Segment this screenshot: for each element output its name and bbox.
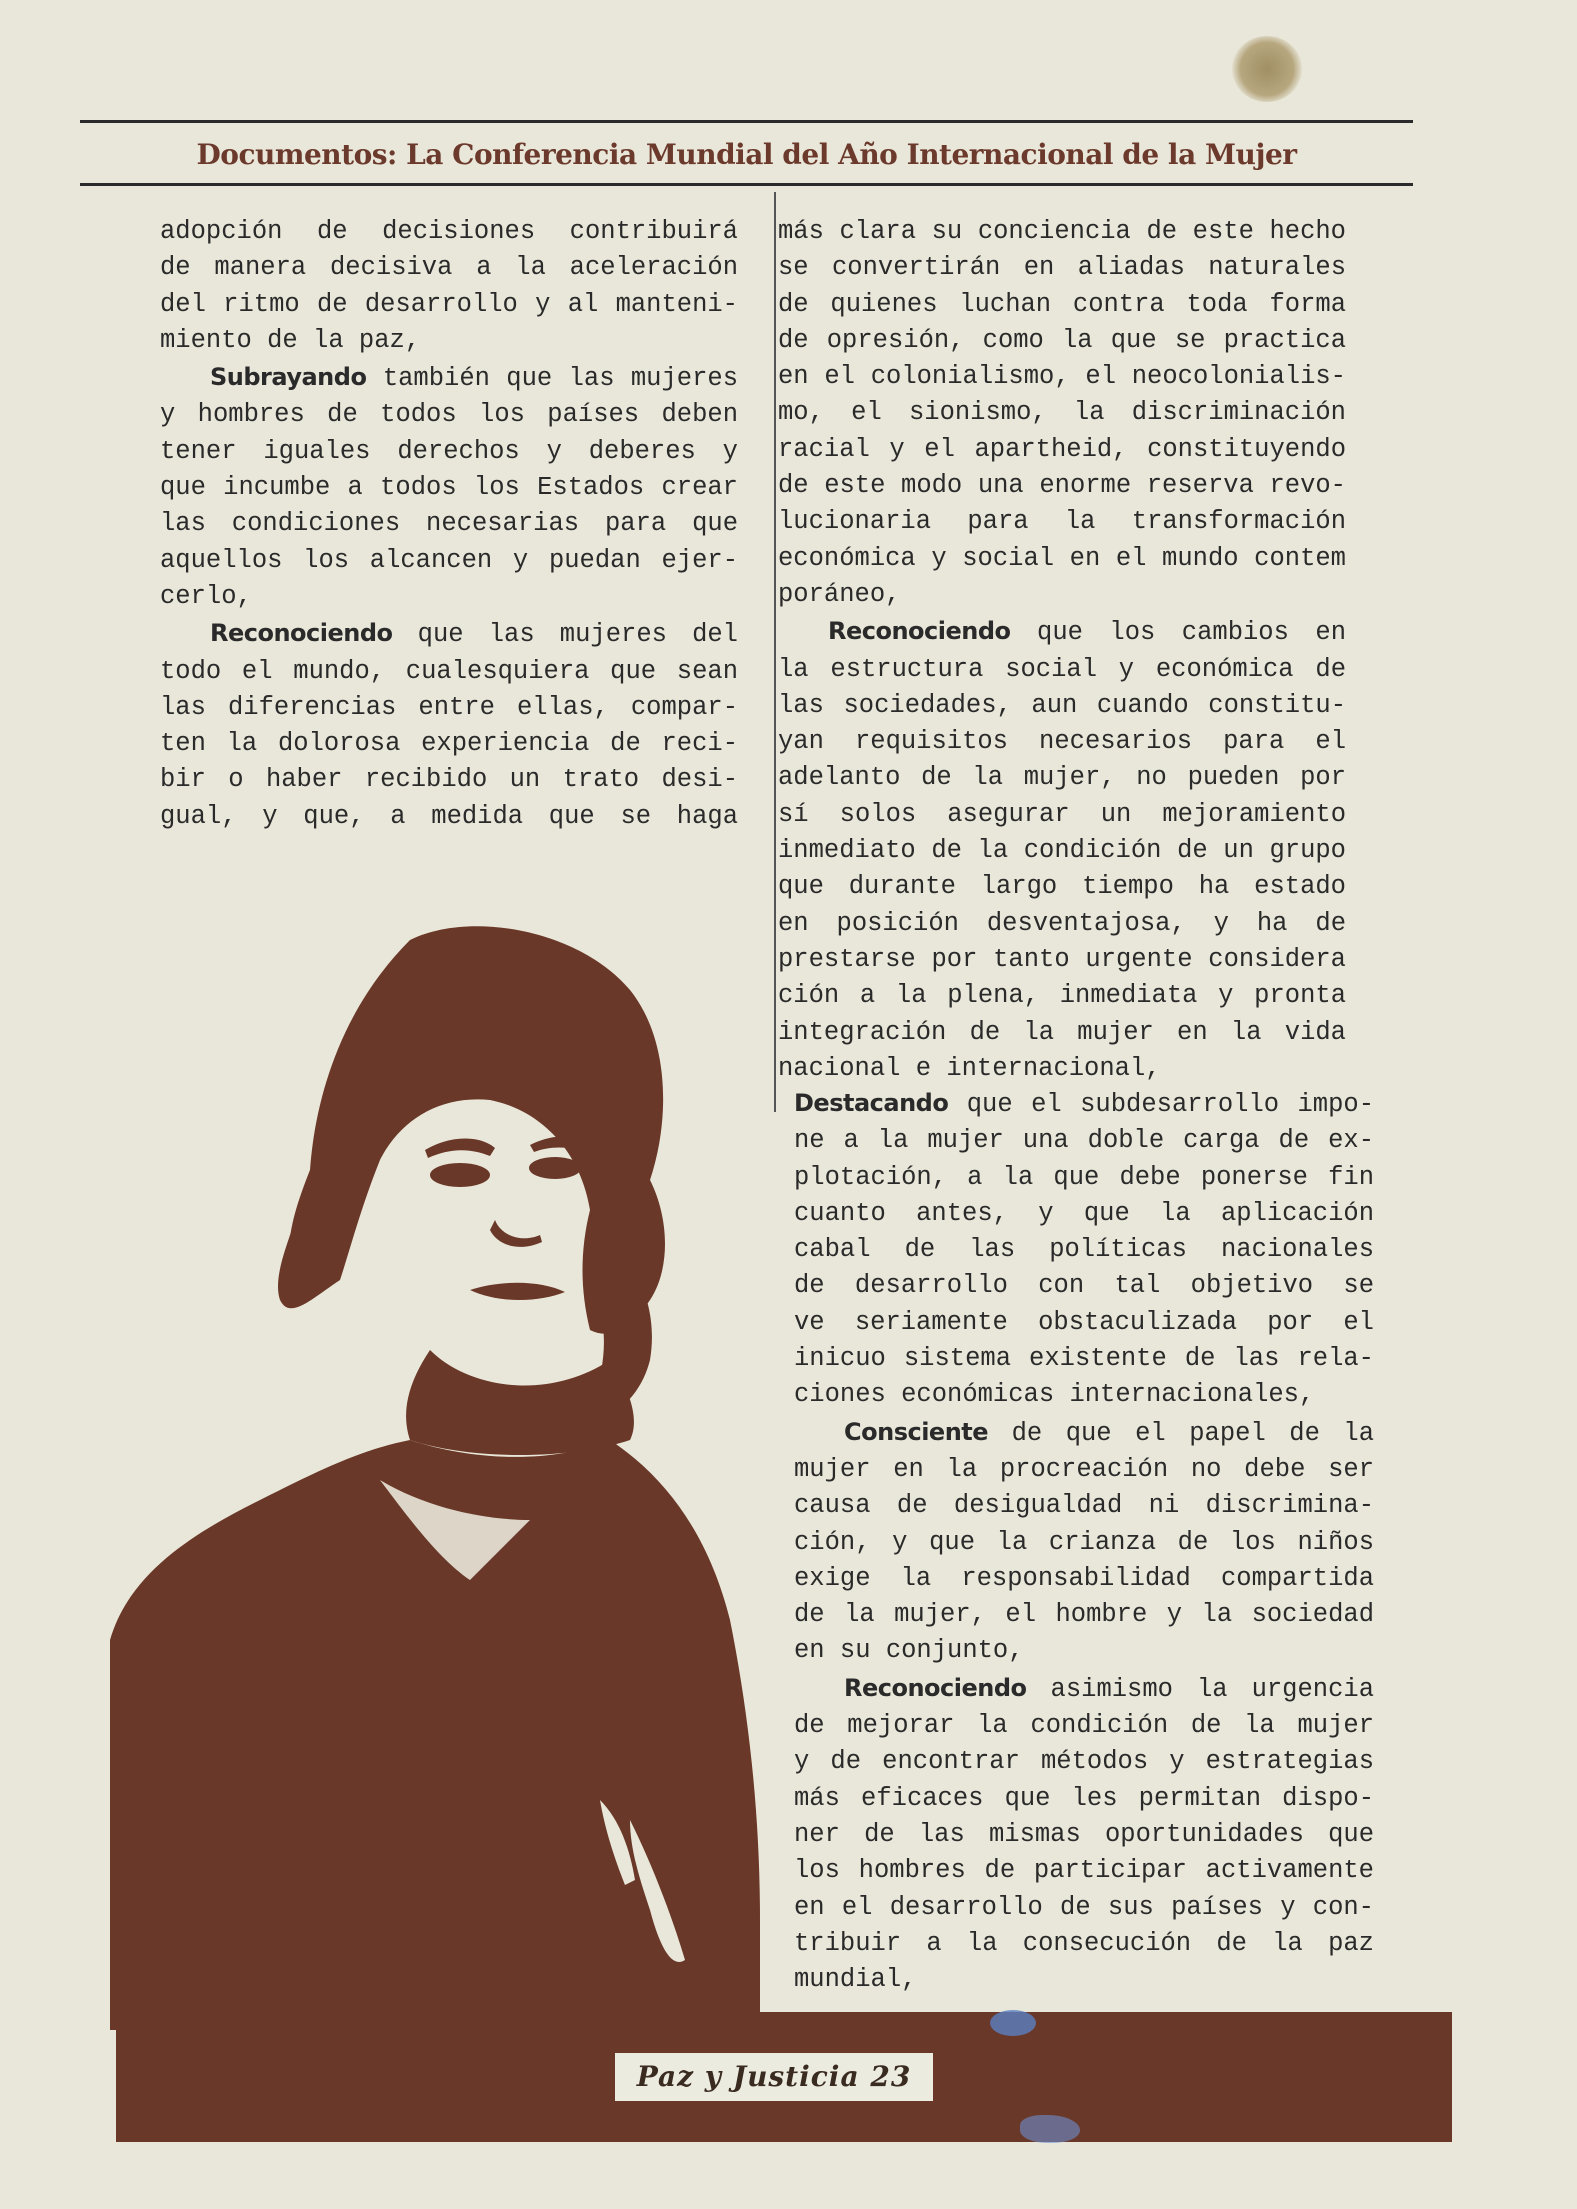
line-text: exige la responsabilidad compartida — [794, 1563, 1374, 1593]
bold-keyword: Subrayando — [210, 363, 367, 392]
line-text: de que el papel de la — [988, 1418, 1374, 1448]
line-text: adopción de decisiones contribuirá — [160, 217, 738, 246]
text-line — [794, 1926, 1374, 1962]
bold-keyword: Reconociendo — [828, 617, 1011, 646]
line-text: en posición desventajosa, y ha de — [778, 908, 1346, 938]
text-line — [778, 250, 1346, 286]
text-line — [778, 577, 1346, 613]
text-line — [778, 942, 1346, 978]
line-text: que las mujeres del — [392, 620, 738, 650]
text-line — [794, 1853, 1374, 1889]
line-text: plotación, a la que debe ponerse fin — [794, 1162, 1374, 1192]
text-line — [160, 579, 738, 615]
line-text: adelanto de la mujer, no pueden por — [778, 763, 1346, 793]
text-line — [778, 688, 1346, 724]
line-text: de quienes luchan contra toda forma — [778, 289, 1346, 319]
line-text: ción, y que la crianza de los niños — [794, 1527, 1374, 1557]
text-line — [160, 287, 738, 323]
text-line — [778, 833, 1346, 869]
text-line — [794, 1597, 1374, 1633]
line-text: las condiciones necesarias para que — [160, 509, 738, 539]
line-text: gual, y que, a medida que se haga — [160, 801, 738, 831]
text-line — [778, 541, 1346, 577]
line-text: la estructura social y económica de — [778, 654, 1346, 684]
line-text: más clara su conciencia de este hecho — [778, 217, 1346, 246]
line-text: mujer en la procreación no debe ser — [794, 1454, 1374, 1484]
text-line — [778, 1015, 1346, 1051]
text-line — [160, 654, 738, 690]
line-text: económica y social en el mundo contem — [778, 543, 1346, 573]
text-line — [160, 323, 738, 359]
text-line — [778, 869, 1346, 905]
line-text: ción a la plena, inmediata y pronta — [778, 981, 1346, 1011]
line-text: que durante largo tiempo ha estado — [778, 872, 1346, 902]
line-text: en el colonialismo, el neocolonialis- — [778, 362, 1346, 392]
text-line — [160, 615, 738, 653]
line-text: tener iguales derechos y deberes y — [160, 436, 738, 466]
text-line — [794, 1488, 1374, 1524]
line-text: se convertirán en aliadas naturales — [778, 253, 1346, 283]
ink-blot — [990, 2010, 1036, 2036]
line-text: de mejorar la condición de la mujer — [794, 1711, 1374, 1741]
line-text: inicuo sistema existente de las rela- — [794, 1344, 1374, 1374]
line-text: asimismo la urgencia — [1026, 1674, 1374, 1704]
text-line — [778, 906, 1346, 942]
line-text: que los cambios en — [1010, 618, 1346, 648]
text-line — [794, 1452, 1374, 1488]
ink-smudge — [1020, 2115, 1080, 2143]
text-line — [778, 724, 1346, 760]
coffee-stain — [1232, 36, 1302, 102]
text-line — [794, 1123, 1374, 1159]
bold-keyword: Destacando — [794, 1089, 949, 1117]
line-text: prestarse por tanto urgente considera — [778, 944, 1346, 974]
line-text: cabal de las políticas nacionales — [794, 1235, 1374, 1265]
text-line — [160, 434, 738, 470]
line-text: del ritmo de desarrollo y al manteni- — [160, 289, 738, 319]
bold-keyword: Reconociendo — [844, 1673, 1027, 1702]
bold-keyword: Reconociendo — [210, 619, 393, 648]
line-text: las diferencias entre ellas, compar- — [160, 692, 738, 722]
line-text: todo el mundo, cualesquiera que sean — [160, 656, 738, 686]
left-text-column — [160, 214, 738, 835]
text-line — [794, 1414, 1374, 1452]
line-text: nacional e internacional, — [778, 1053, 1161, 1083]
line-text: sí solos asegurar un mejoramiento — [778, 799, 1346, 829]
header-bottom-rule — [80, 183, 1413, 186]
text-line — [794, 1525, 1374, 1561]
line-text: mundial, — [794, 1965, 917, 1995]
text-line — [778, 760, 1346, 796]
line-text: las sociedades, aun cuando constitu- — [778, 690, 1346, 720]
text-line — [778, 468, 1346, 504]
text-line — [794, 1781, 1374, 1817]
text-line — [160, 397, 738, 433]
text-line — [794, 1817, 1374, 1853]
text-line — [794, 1744, 1374, 1780]
line-text: en el desarrollo de sus países y con- — [794, 1892, 1374, 1922]
line-text: de opresión, como la que se practica — [778, 325, 1346, 355]
text-line — [778, 323, 1346, 359]
line-text: que incumbe a todos los Estados crear — [160, 473, 738, 503]
line-text: y de encontrar métodos y estrategias — [794, 1747, 1374, 1777]
text-line — [160, 250, 738, 286]
text-line — [778, 504, 1346, 540]
line-text: ten la dolorosa experiencia de reci- — [160, 729, 738, 759]
line-text: inmediato de la condición de un grupo — [778, 836, 1346, 866]
text-line — [160, 762, 738, 798]
text-line — [794, 1561, 1374, 1597]
line-text: aquellos los alcancen y puedan ejer- — [160, 545, 738, 575]
text-line — [794, 1890, 1374, 1926]
text-line — [794, 1196, 1374, 1232]
line-text: lucionaria para la transformación — [778, 507, 1346, 537]
line-text: de este modo una enorme reserva revo- — [778, 471, 1346, 501]
text-line — [778, 652, 1346, 688]
header-top-rule — [80, 120, 1413, 123]
text-line — [794, 1633, 1374, 1669]
right-text-column — [778, 214, 1346, 1087]
text-line — [794, 1268, 1374, 1304]
text-line — [794, 1962, 1374, 1998]
text-line — [794, 1341, 1374, 1377]
text-line — [160, 359, 738, 397]
line-text: integración de la mujer en la vida — [778, 1017, 1346, 1047]
line-text: los hombres de participar activamente — [794, 1856, 1374, 1886]
text-line — [778, 214, 1346, 250]
text-line — [778, 432, 1346, 468]
text-line — [794, 1377, 1374, 1413]
woman-portrait-image — [110, 920, 810, 2030]
line-text: tribuir a la consecución de la paz — [794, 1928, 1374, 1958]
text-line — [160, 690, 738, 726]
text-line — [160, 726, 738, 762]
text-line — [778, 395, 1346, 431]
line-text: miento de la paz, — [160, 325, 421, 355]
line-text: y hombres de todos los países deben — [160, 400, 738, 430]
line-text: cuanto antes, y que la aplicación — [794, 1198, 1374, 1228]
line-text: cerlo, — [160, 581, 252, 611]
text-line — [160, 799, 738, 835]
line-text: de la mujer, el hombre y la sociedad — [794, 1600, 1374, 1630]
text-line — [160, 214, 738, 250]
right-text-column-lower — [794, 1085, 1374, 1998]
line-text: de manera decisiva a la aceleración — [160, 253, 738, 283]
text-line — [794, 1670, 1374, 1708]
line-text: ne a la mujer una doble carga de ex- — [794, 1126, 1374, 1156]
text-line — [160, 470, 738, 506]
line-text: también que las mujeres — [366, 364, 738, 394]
bold-keyword: Consciente — [844, 1417, 989, 1446]
line-text: bir o haber recibido un trato desi- — [160, 765, 738, 795]
text-line — [778, 359, 1346, 395]
footer-page-label: Paz y Justicia 23 — [615, 2053, 933, 2101]
text-line — [794, 1160, 1374, 1196]
line-text: en su conjunto, — [794, 1636, 1024, 1666]
line-text: poráneo, — [778, 579, 901, 609]
text-line — [160, 506, 738, 542]
text-line — [778, 978, 1346, 1014]
text-line — [778, 287, 1346, 323]
line-text: ciones económicas internacionales, — [794, 1380, 1315, 1410]
line-text: ner de las mismas oportunidades que — [794, 1819, 1374, 1849]
text-line — [160, 543, 738, 579]
line-text: racial y el apartheid, constituyendo — [778, 434, 1346, 464]
text-line — [778, 613, 1346, 651]
line-text: que el subdesarrollo impo- — [948, 1090, 1374, 1119]
line-text: más eficaces que les permitan dispo- — [794, 1783, 1374, 1813]
text-line — [794, 1305, 1374, 1341]
line-text: mo, el sionismo, la discriminación — [778, 398, 1346, 428]
line-text: yan requisitos necesarios para el — [778, 727, 1346, 757]
text-line — [778, 797, 1346, 833]
line-text: ve seriamente obstaculizada por el — [794, 1307, 1374, 1337]
page-header-title: Documentos: La Conferencia Mundial del Año Internacional de la Mujer — [196, 138, 1297, 171]
text-line — [778, 1051, 1346, 1087]
text-line — [794, 1708, 1374, 1744]
text-line — [794, 1232, 1374, 1268]
text-line — [794, 1085, 1374, 1123]
line-text: causa de desigualdad ni discrimina- — [794, 1491, 1374, 1521]
line-text: de desarrollo con tal objetivo se — [794, 1271, 1374, 1301]
